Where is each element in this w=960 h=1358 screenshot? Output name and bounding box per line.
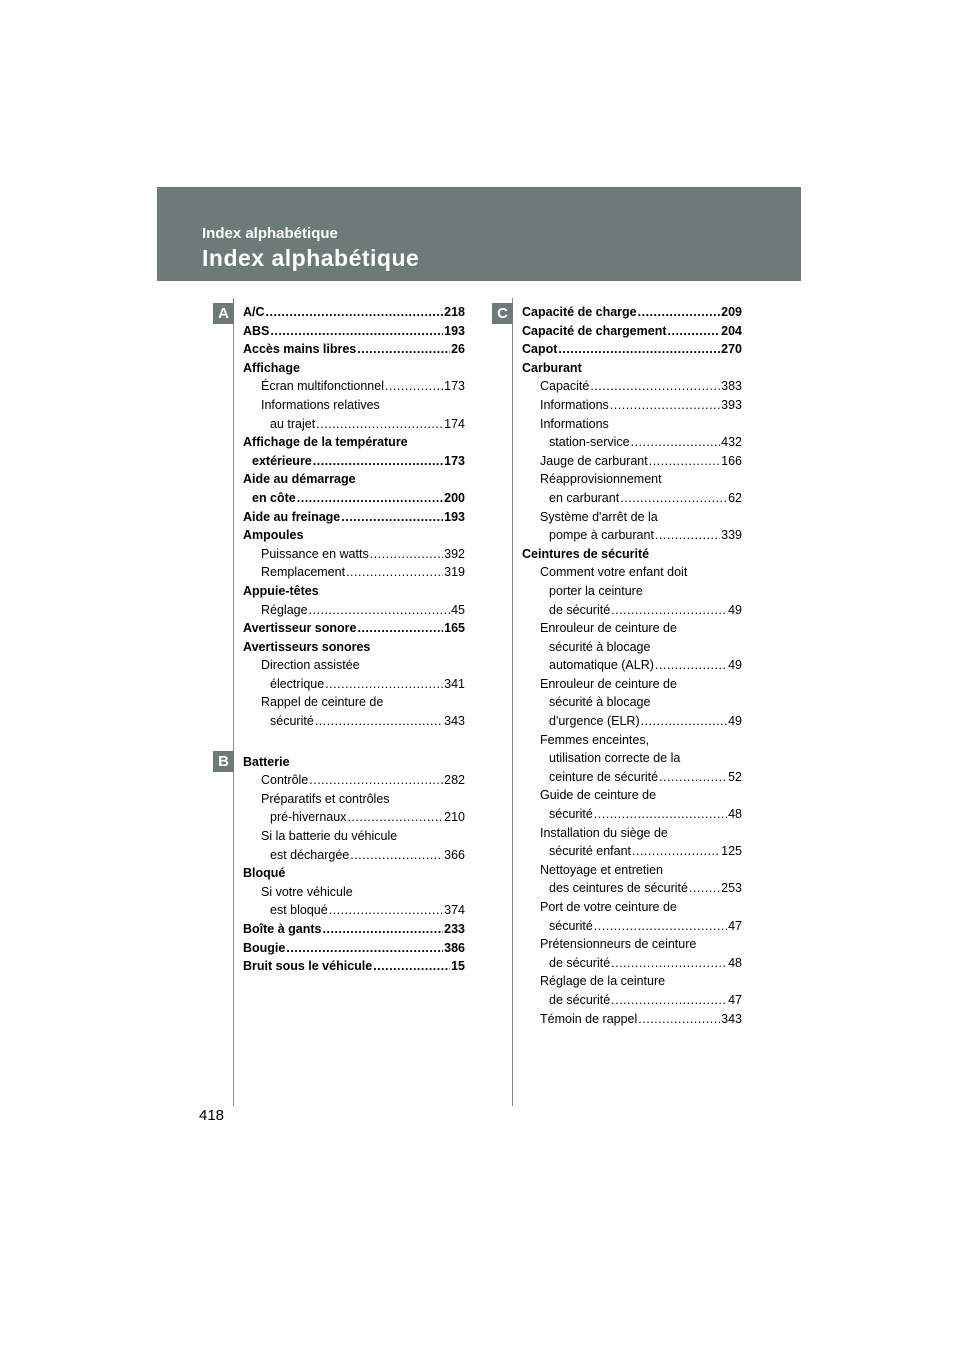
index-subline: porter la ceinture	[549, 583, 643, 598]
index-column-left	[243, 303, 465, 976]
index-entry: des ceintures de sécurité ..... 253	[522, 879, 742, 898]
page-header	[157, 187, 801, 281]
index-entry: automatique (ALR) ..... 49	[522, 656, 742, 675]
index-subline: Système d'arrêt de la	[540, 509, 658, 524]
index-subline: Port de votre ceinture de	[540, 900, 677, 914]
index-subline: Guide de ceinture de	[540, 788, 657, 803]
index-subline: Rappel de ceinture de	[261, 695, 384, 710]
index-subline: utilisation correcte de la	[549, 751, 681, 766]
index-entry: Boîte à gants ..... 233	[243, 920, 465, 939]
index-entry: de sécurité ..... 48	[522, 954, 742, 973]
header-subtitle: Index alphabétique	[202, 225, 338, 242]
index-heading: Affichage	[243, 360, 300, 375]
section-letter-a: A	[213, 303, 234, 324]
index-subline: sécurité à blocage	[549, 695, 651, 710]
index-entry: pompe à carburant ..... 339	[522, 526, 742, 545]
index-entry: ceinture de sécurité ..... 52	[522, 768, 742, 787]
index-heading: Ceintures de sécurité	[522, 546, 650, 561]
index-entry: station-service ..... 432	[522, 433, 742, 452]
index-subline: Réapprovisionnement	[540, 472, 662, 487]
index-entry: Réglage ..... 45	[243, 601, 465, 620]
index-column-right	[522, 303, 742, 1028]
index-entry: Capacité de charge ..... 209	[522, 303, 742, 322]
index-entry: Écran multifonctionnel ..... 173	[243, 377, 465, 396]
index-heading: Ampoules	[243, 528, 304, 543]
index-entry: d'urgence (ELR) ..... 49	[522, 712, 742, 731]
index-subline: Informations relatives	[261, 397, 380, 412]
index-subline: Réglage de la ceinture	[540, 974, 666, 989]
index-entry: Avertisseur sonore ..... 165	[243, 619, 465, 638]
index-subline: Installation du siège de	[540, 825, 668, 840]
index-subline: Comment votre enfant doit	[540, 565, 688, 580]
index-entry: est bloqué ..... 374	[243, 901, 465, 920]
index-heading: Carburant	[522, 360, 582, 375]
page-number: 418	[199, 1107, 225, 1124]
index-entry: Informations ..... 393	[522, 396, 742, 415]
index-entry: Remplacement ..... 319	[243, 563, 465, 582]
index-subline: Informations	[540, 416, 609, 431]
index-entry: électrique ..... 341	[243, 675, 465, 694]
index-entry: Capacité ..... 383	[522, 377, 742, 396]
index-entry: A/C ..... 218	[243, 303, 465, 322]
index-entry: Capacité de chargement ..... 204	[522, 322, 742, 341]
index-entry: sécurité ..... 343	[243, 712, 465, 731]
index-entry: en carburant ..... 62	[522, 489, 742, 508]
index-entry: sécurité ..... 48	[522, 805, 742, 824]
column-divider-left	[233, 298, 234, 1106]
index-entry: sécurité ..... 47	[522, 917, 742, 936]
column-divider-right	[512, 298, 513, 1106]
index-subline: sécurité à blocage	[549, 639, 651, 654]
index-subline: Si votre véhicule	[261, 884, 353, 899]
index-entry: ABS ..... 193	[243, 322, 465, 341]
index-subline: Enrouleur de ceinture de	[540, 676, 677, 691]
index-entry: Jauge de carburant ..... 166	[522, 452, 742, 471]
index-heading: Avertisseurs sonores	[243, 639, 371, 654]
index-entry: de sécurité ..... 47	[522, 991, 742, 1010]
index-entry: pré-hivernaux ..... 210	[243, 808, 465, 827]
index-subline: Nettoyage et entretien	[540, 862, 663, 877]
index-entry: extérieure ..... 173	[243, 452, 465, 471]
index-subline: Prétensionneurs de ceinture	[540, 937, 697, 952]
index-entry: Bougie ..... 386	[243, 939, 465, 958]
index-entry: est déchargée ..... 366	[243, 846, 465, 865]
index-entry: Puissance en watts ..... 392	[243, 545, 465, 564]
header-title: Index alphabétique	[202, 245, 420, 271]
index-entry: Accès mains libres ..... 26	[243, 340, 465, 359]
index-entry: de sécurité ..... 49	[522, 601, 742, 620]
index-entry: Bruit sous le véhicule ..... 15	[243, 957, 465, 976]
index-heading: Aide au démarrage	[243, 472, 356, 487]
index-subline: Direction assistée	[261, 658, 360, 673]
index-entry: Capot ..... 270	[522, 340, 742, 359]
index-heading: Appuie-têtes	[243, 583, 319, 598]
section-letter-c: C	[492, 303, 513, 324]
index-entry: Témoin de rappel ..... 343	[522, 1010, 742, 1029]
index-entry: sécurité enfant ..... 125	[522, 842, 742, 861]
index-entry: au trajet ..... 174	[243, 415, 465, 434]
index-subline: Si la batterie du véhicule	[261, 829, 398, 844]
index-subline: Préparatifs et contrôles	[261, 791, 390, 806]
index-entry: en côte ..... 200	[243, 489, 465, 508]
index-heading: Batterie	[243, 754, 290, 769]
index-entry: Aide au freinage ..... 193	[243, 508, 465, 527]
index-heading: Bloqué	[243, 866, 286, 881]
index-subline: Femmes enceintes,	[540, 732, 650, 747]
index-entry: Contrôle ..... 282	[243, 771, 465, 790]
index-heading: Affichage de la température	[243, 435, 408, 450]
index-subline: Enrouleur de ceinture de	[540, 621, 677, 636]
section-letter-b: B	[213, 751, 234, 772]
